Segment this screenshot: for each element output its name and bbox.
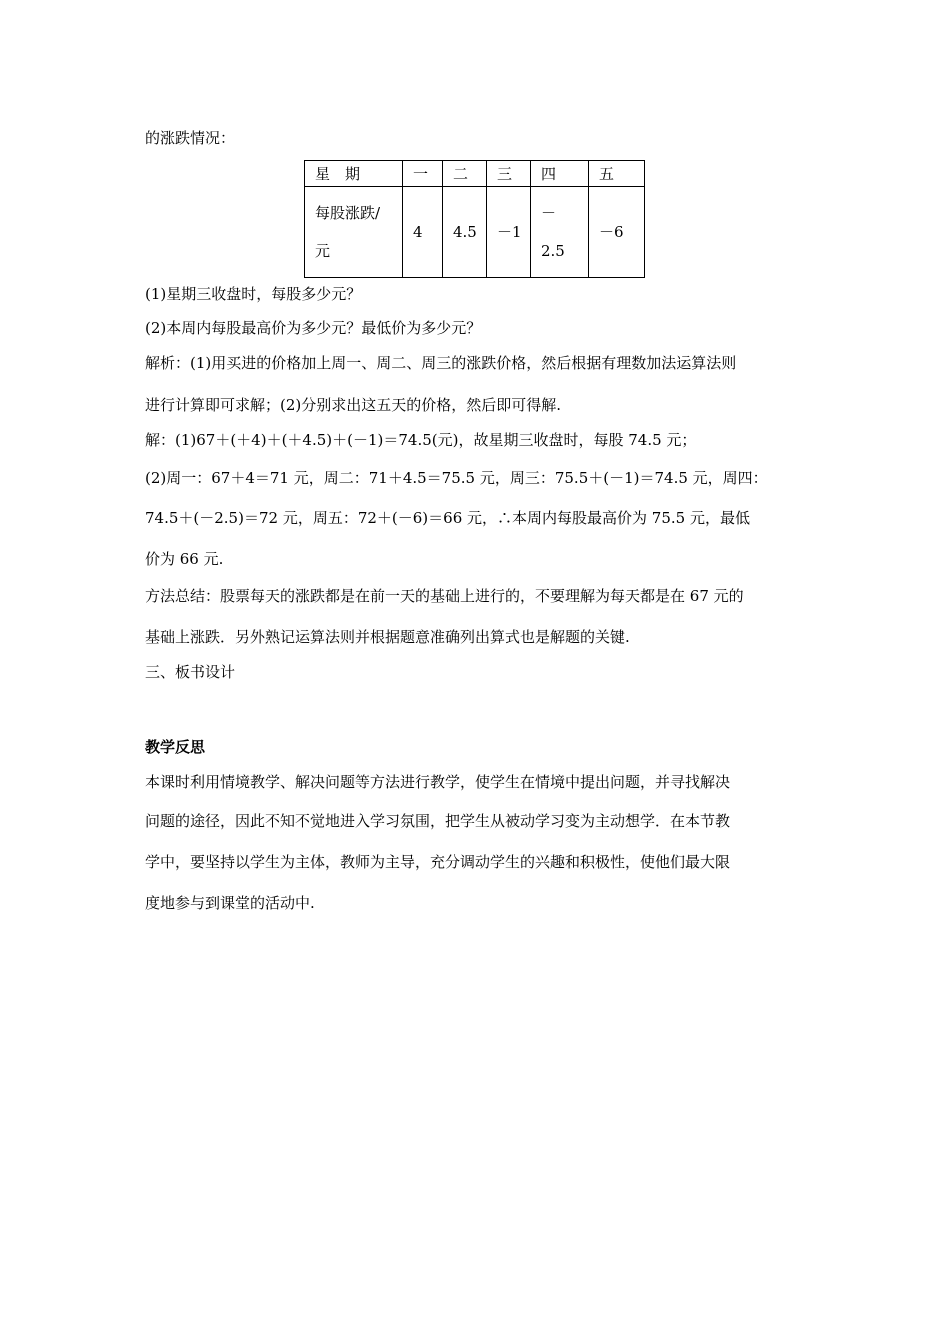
- value-cell-mon: 4: [403, 187, 443, 278]
- section-heading: 三、板书设计: [145, 663, 236, 681]
- row-label-line1: 每股涨跌/: [315, 204, 381, 222]
- reflection-line-2: 问题的途径，因此不知不觉地进入学习氛围，把学生从被动学习变为主动想学．在本节教: [145, 812, 731, 830]
- solution-line-3: 74.5＋(－2.5)＝72 元，周五：72＋(－6)＝66 元，∴本周内每股最高价为 75.5 元，最低: [145, 509, 750, 527]
- value-cell-fri: －6: [589, 187, 645, 278]
- reflection-line-3: 学中，要坚持以学生为主体，教师为主导，充分调动学生的兴趣和积极性，使他们最大限: [145, 853, 731, 871]
- header-cell-mon: 一: [403, 161, 443, 187]
- header-cell-thu: 四: [531, 161, 589, 187]
- analysis-line-1: 解析：(1)用买进的价格加上周一、周二、周三的涨跌价格，然后根据有理数加法运算法则: [145, 354, 737, 372]
- method-summary-line-2: 基础上涨跌．另外熟记运算法则并根据题意准确列出算式也是解题的关键.: [145, 628, 630, 646]
- solution-line-4: 价为 66 元.: [145, 550, 224, 568]
- header-cell-wed: 三: [487, 161, 531, 187]
- value-thu-sign: －: [541, 204, 557, 222]
- table-header-row: [305, 161, 645, 187]
- header-cell-fri: 五: [589, 161, 645, 187]
- question-2: (2)本周内每股最高价为多少元？最低价为多少元？: [145, 319, 482, 337]
- header-cell-tue: 二: [443, 161, 487, 187]
- header-cell-weekday: 星 期: [305, 161, 403, 187]
- row-label-cell: [305, 187, 403, 278]
- value-cell-thu: [531, 187, 589, 278]
- solution-line-1: 解：(1)67＋(＋4)＋(＋4.5)＋(－1)＝74.5(元)，故星期三收盘时，每股 74.5 元；: [145, 431, 697, 449]
- reflection-heading: 教学反思: [145, 738, 206, 756]
- row-label-line2: 元: [315, 242, 331, 260]
- intro-text: 的涨跌情况：: [145, 129, 236, 147]
- solution-line-2: (2)周一：67＋4＝71 元，周二：71＋4.5＝75.5 元，周三：75.5＋(－1)＝74.5 元，周四：: [145, 469, 768, 487]
- table-row: [305, 187, 645, 278]
- analysis-line-2: 进行计算即可求解；(2)分别求出这五天的价格，然后即可得解.: [145, 396, 562, 414]
- value-thu-number: 2.5: [541, 242, 565, 260]
- value-cell-tue: 4.5: [443, 187, 487, 278]
- method-summary-line-1: 方法总结：股票每天的涨跌都是在前一天的基础上进行的，不要理解为每天都是在 67 元的: [145, 587, 744, 605]
- reflection-line-1: 本课时利用情境教学、解决问题等方法进行教学，使学生在情境中提出问题，并寻找解决: [145, 773, 731, 791]
- value-cell-wed: －1: [487, 187, 531, 278]
- question-1: (1)星期三收盘时，每股多少元？: [145, 285, 362, 303]
- stock-change-table: [304, 160, 645, 278]
- reflection-line-4: 度地参与到课堂的活动中.: [145, 894, 315, 912]
